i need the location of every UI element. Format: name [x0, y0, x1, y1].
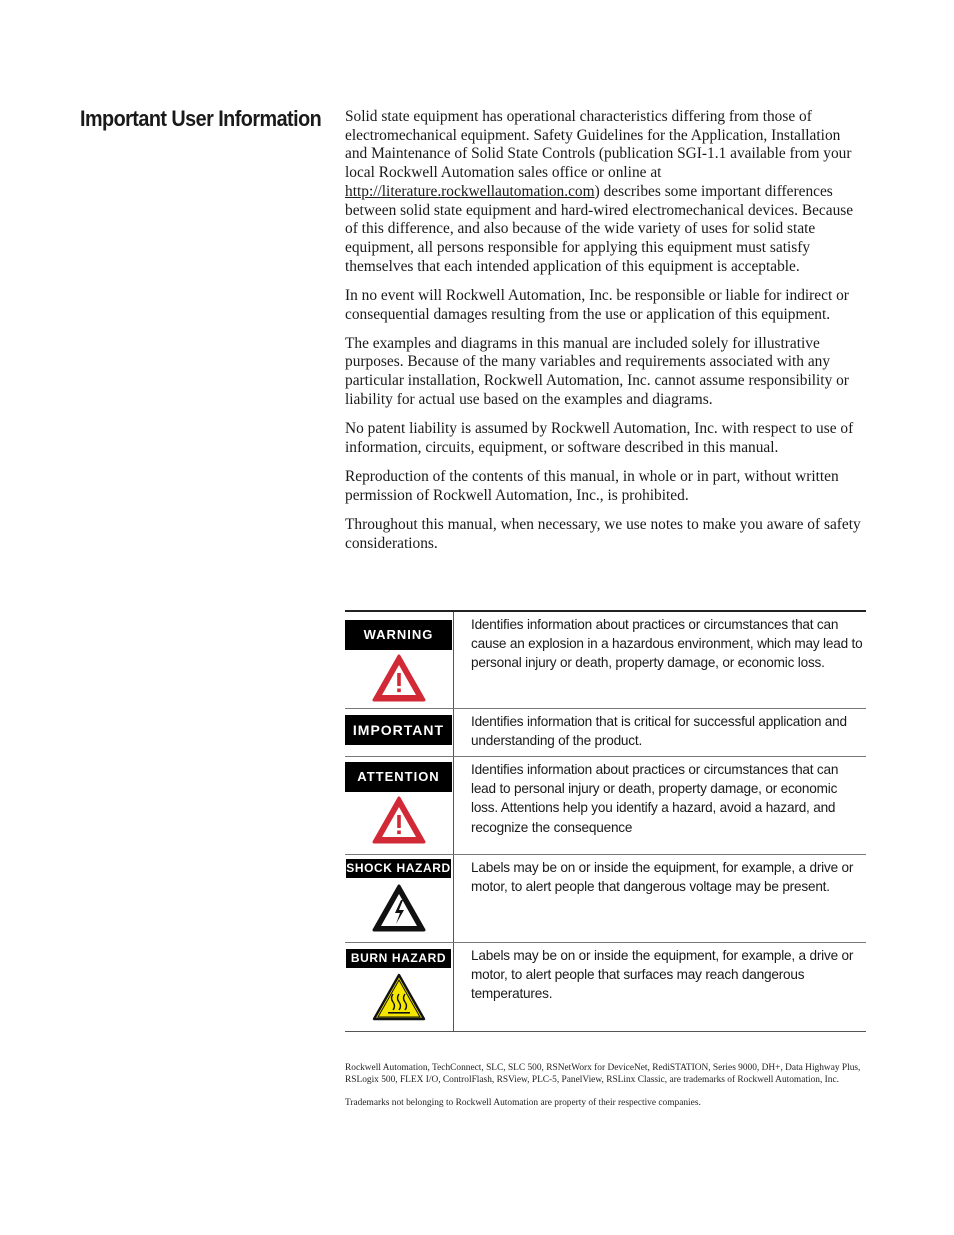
attention-triangle-icon: [345, 795, 452, 845]
warning-description: Identifies information about practices or circumstances that can cause an explosion in a hazardous environment, which may lead to personal injury or death, property damage, or economic loss.: [471, 617, 863, 671]
important-badge: IMPORTANT: [345, 715, 452, 745]
paragraph-liability: In no event will Rockwell Automation, Inc. be responsible or liable for indirect or consequential damages resulting from the use or application of this equipment.: [345, 286, 849, 323]
shock-hazard-icon: [345, 883, 452, 933]
safety-notice-table: [345, 610, 866, 1032]
footer-trademarks: [345, 1063, 865, 1122]
paragraph-patent: No patent liability is assumed by Rockwell Automation, Inc. with respect to use of information, circuits, equipment, or software described in this manual.: [345, 420, 854, 456]
other-trademark-notice: Trademarks not belonging to Rockwell Automation are property of their respective companies.: [345, 1098, 701, 1108]
shock-hazard-description: Labels may be on or inside the equipment, for example, a drive or motor, to alert people that dangerous voltage may be present.: [471, 860, 854, 895]
notice-row-important: [345, 709, 866, 757]
warning-triangle-icon: [345, 653, 452, 703]
literature-link[interactable]: http://literature.rockwellautomation.com: [345, 182, 595, 200]
paragraph-reproduction: Reproduction of the contents of this manual, in whole or in part, without written permission of Rockwell Automation, Inc., is prohibited.: [345, 467, 839, 504]
warning-badge: WARNING: [345, 620, 452, 650]
notice-row-warning: [345, 612, 866, 709]
important-description: Identifies information that is critical for successful application and understanding of the product.: [471, 714, 847, 749]
attention-badge: ATTENTION: [345, 762, 452, 792]
page-title: Important User Information: [80, 106, 322, 131]
shock-hazard-badge: SHOCK HAZARD: [346, 859, 451, 878]
paragraph-safety-notes: Throughout this manual, when necessary, we use notes to make you aware of safety considerations.: [345, 515, 861, 552]
trademark-notice: Rockwell Automation, TechConnect, SLC, SLC 500, RSNetWorx for DeviceNet, RediSTATION, Series 9000, DH+, Data Highway Plus, RSLogix 500, FLEX I/O, ControlFlash, RSView, PLC-5, PanelView, RSLinx Classic, are trademarks of Rockwell Automation, Inc.: [345, 1063, 861, 1085]
burn-hazard-description: Labels may be on or inside the equipment, for example, a drive or motor, to alert people that surfaces may reach dangerous temperatures.: [471, 948, 854, 1002]
paragraph-safety-guidelines: Solid state equipment has operational characteristics differing from those of electromechanical equipment. Safety Guidelines for the Application, Installation and Maintenance of Solid State Controls (publication SGI-1.1 available from your local Rockwell Automation sales office or online at http://literature.rockwellautomation.com) describes some important differences between solid state equipment and hard-wired electromechanical devices. Because of this difference, and also because of the wide variety of uses for solid state equipment, all persons responsible for applying this equipment must satisfy themselves that each intended application of this equipment is acceptable.: [345, 108, 854, 275]
burn-hazard-badge: BURN HAZARD: [346, 949, 451, 968]
burn-hazard-icon: [345, 972, 452, 1022]
paragraph-examples: The examples and diagrams in this manual are included solely for illustrative purposes. Because of the many variables and requirements associated with any particular installation, Rockwell Automation, Inc. cannot assume responsibility or liability for actual use based on the examples and diagrams.: [345, 334, 849, 408]
attention-description: Identifies information about practices or circumstances that can lead to personal injury or death, property damage, or economic loss. Attentions help you identify a hazard, avoid a hazard, and recognize the consequence: [471, 762, 839, 835]
notice-row-attention: [345, 757, 866, 855]
notice-row-burn-hazard: [345, 943, 866, 1031]
body-text: [345, 108, 865, 564]
notice-row-shock-hazard: [345, 855, 866, 943]
